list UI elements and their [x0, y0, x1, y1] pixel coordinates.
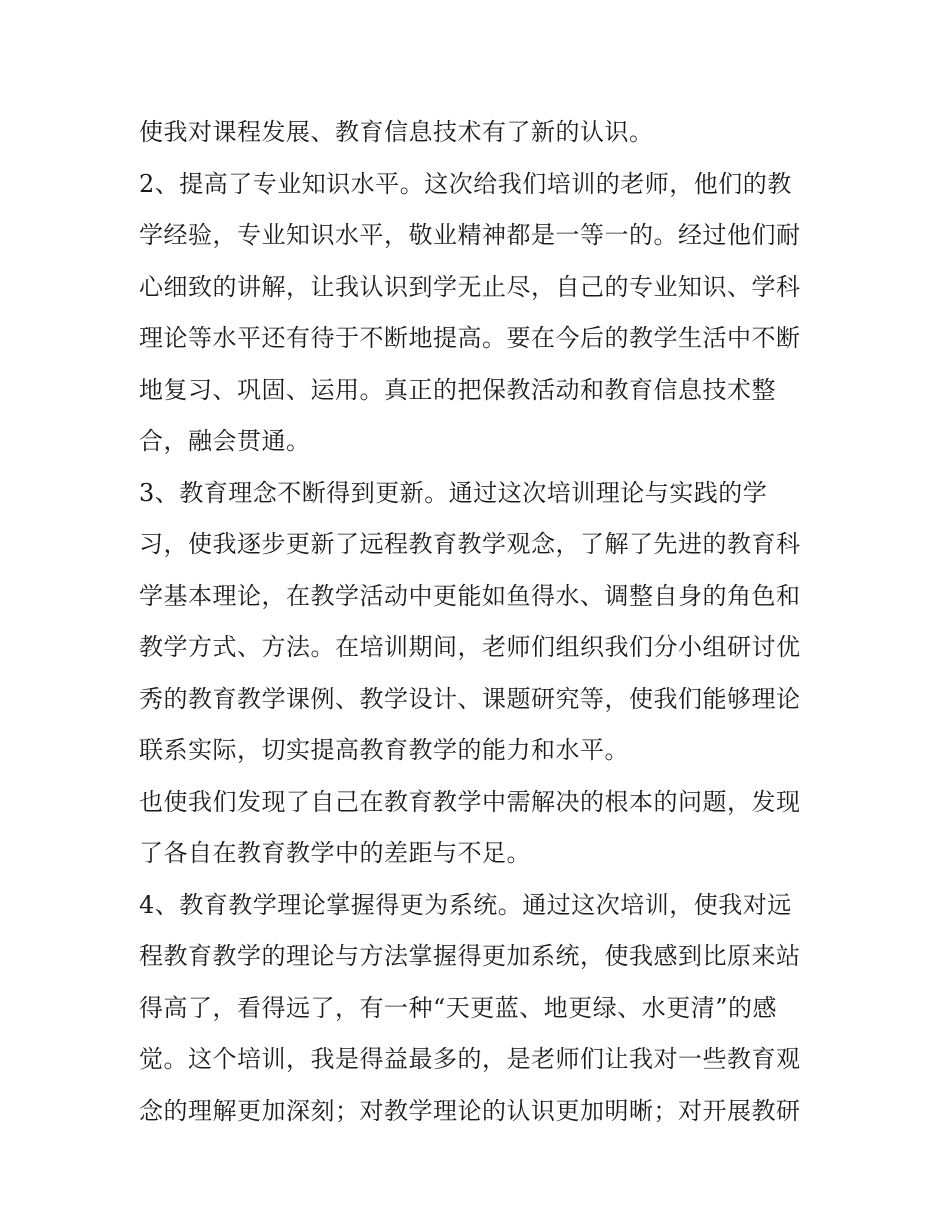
- text-line-15: 了各自在教育教学中的差距与不足。: [139, 839, 531, 867]
- text-line-6: 地复习、巩固、运用。真正的把保教活动和教育信息技术整: [139, 375, 776, 404]
- text-line-3: 学经验，专业知识水平，敬业精神都是一等一的。经过他们耐: [139, 221, 801, 249]
- text-line-20: 念的理解更加深刻；对教学理论的认识更加明晰；对开展教研: [139, 1096, 801, 1125]
- text-line-10: 学基本理论，在教学活动中更能如鱼得水、调整自身的角色和: [139, 581, 801, 610]
- text-line-5: 理论等水平还有待于不断地提高。要在今后的教学生活中不断: [139, 324, 801, 352]
- text-line-2: 2、提高了专业知识水平。这次给我们培训的老师，他们的教: [139, 169, 792, 198]
- document-body: [139, 107, 829, 1137]
- text-line-16: 4、教育教学理论掌握得更为系统。通过这次培训，使我对远: [139, 890, 792, 919]
- text-line-1: 使我对课程发展、教育信息技术有了新的认识。: [139, 118, 654, 146]
- text-line-12: 秀的教育教学课例、教学设计、课题研究等，使我们能够理论: [139, 684, 801, 713]
- text-line-19: 觉。这个培训，我是得益最多的，是老师们让我对一些教育观: [139, 1045, 801, 1073]
- text-line-4: 心细致的讲解，让我认识到学无止尽，自己的专业知识、学科: [139, 272, 801, 301]
- text-line-13: 联系实际，切实提高教育教学的能力和水平。: [139, 736, 629, 764]
- text-line-18: 得高了，看得远了，有一种“天更蓝、地更绿、水更清”的感: [139, 993, 778, 1022]
- text-line-14: 也使我们发现了自己在教育教学中需解决的根本的问题，发现: [139, 787, 801, 816]
- text-line-17: 程教育教学的理论与方法掌握得更加系统，使我感到比原来站: [139, 942, 801, 970]
- text-line-8: 3、教育理念不断得到更新。通过这次培训理论与实践的学: [139, 478, 768, 507]
- text-line-9: 习，使我逐步更新了远程教育教学观念，了解了先进的教育科: [139, 530, 801, 558]
- text-line-11: 教学方式、方法。在培训期间，老师们组织我们分小组研讨优: [139, 633, 801, 661]
- text-line-7: 合，融会贯通。: [139, 427, 311, 455]
